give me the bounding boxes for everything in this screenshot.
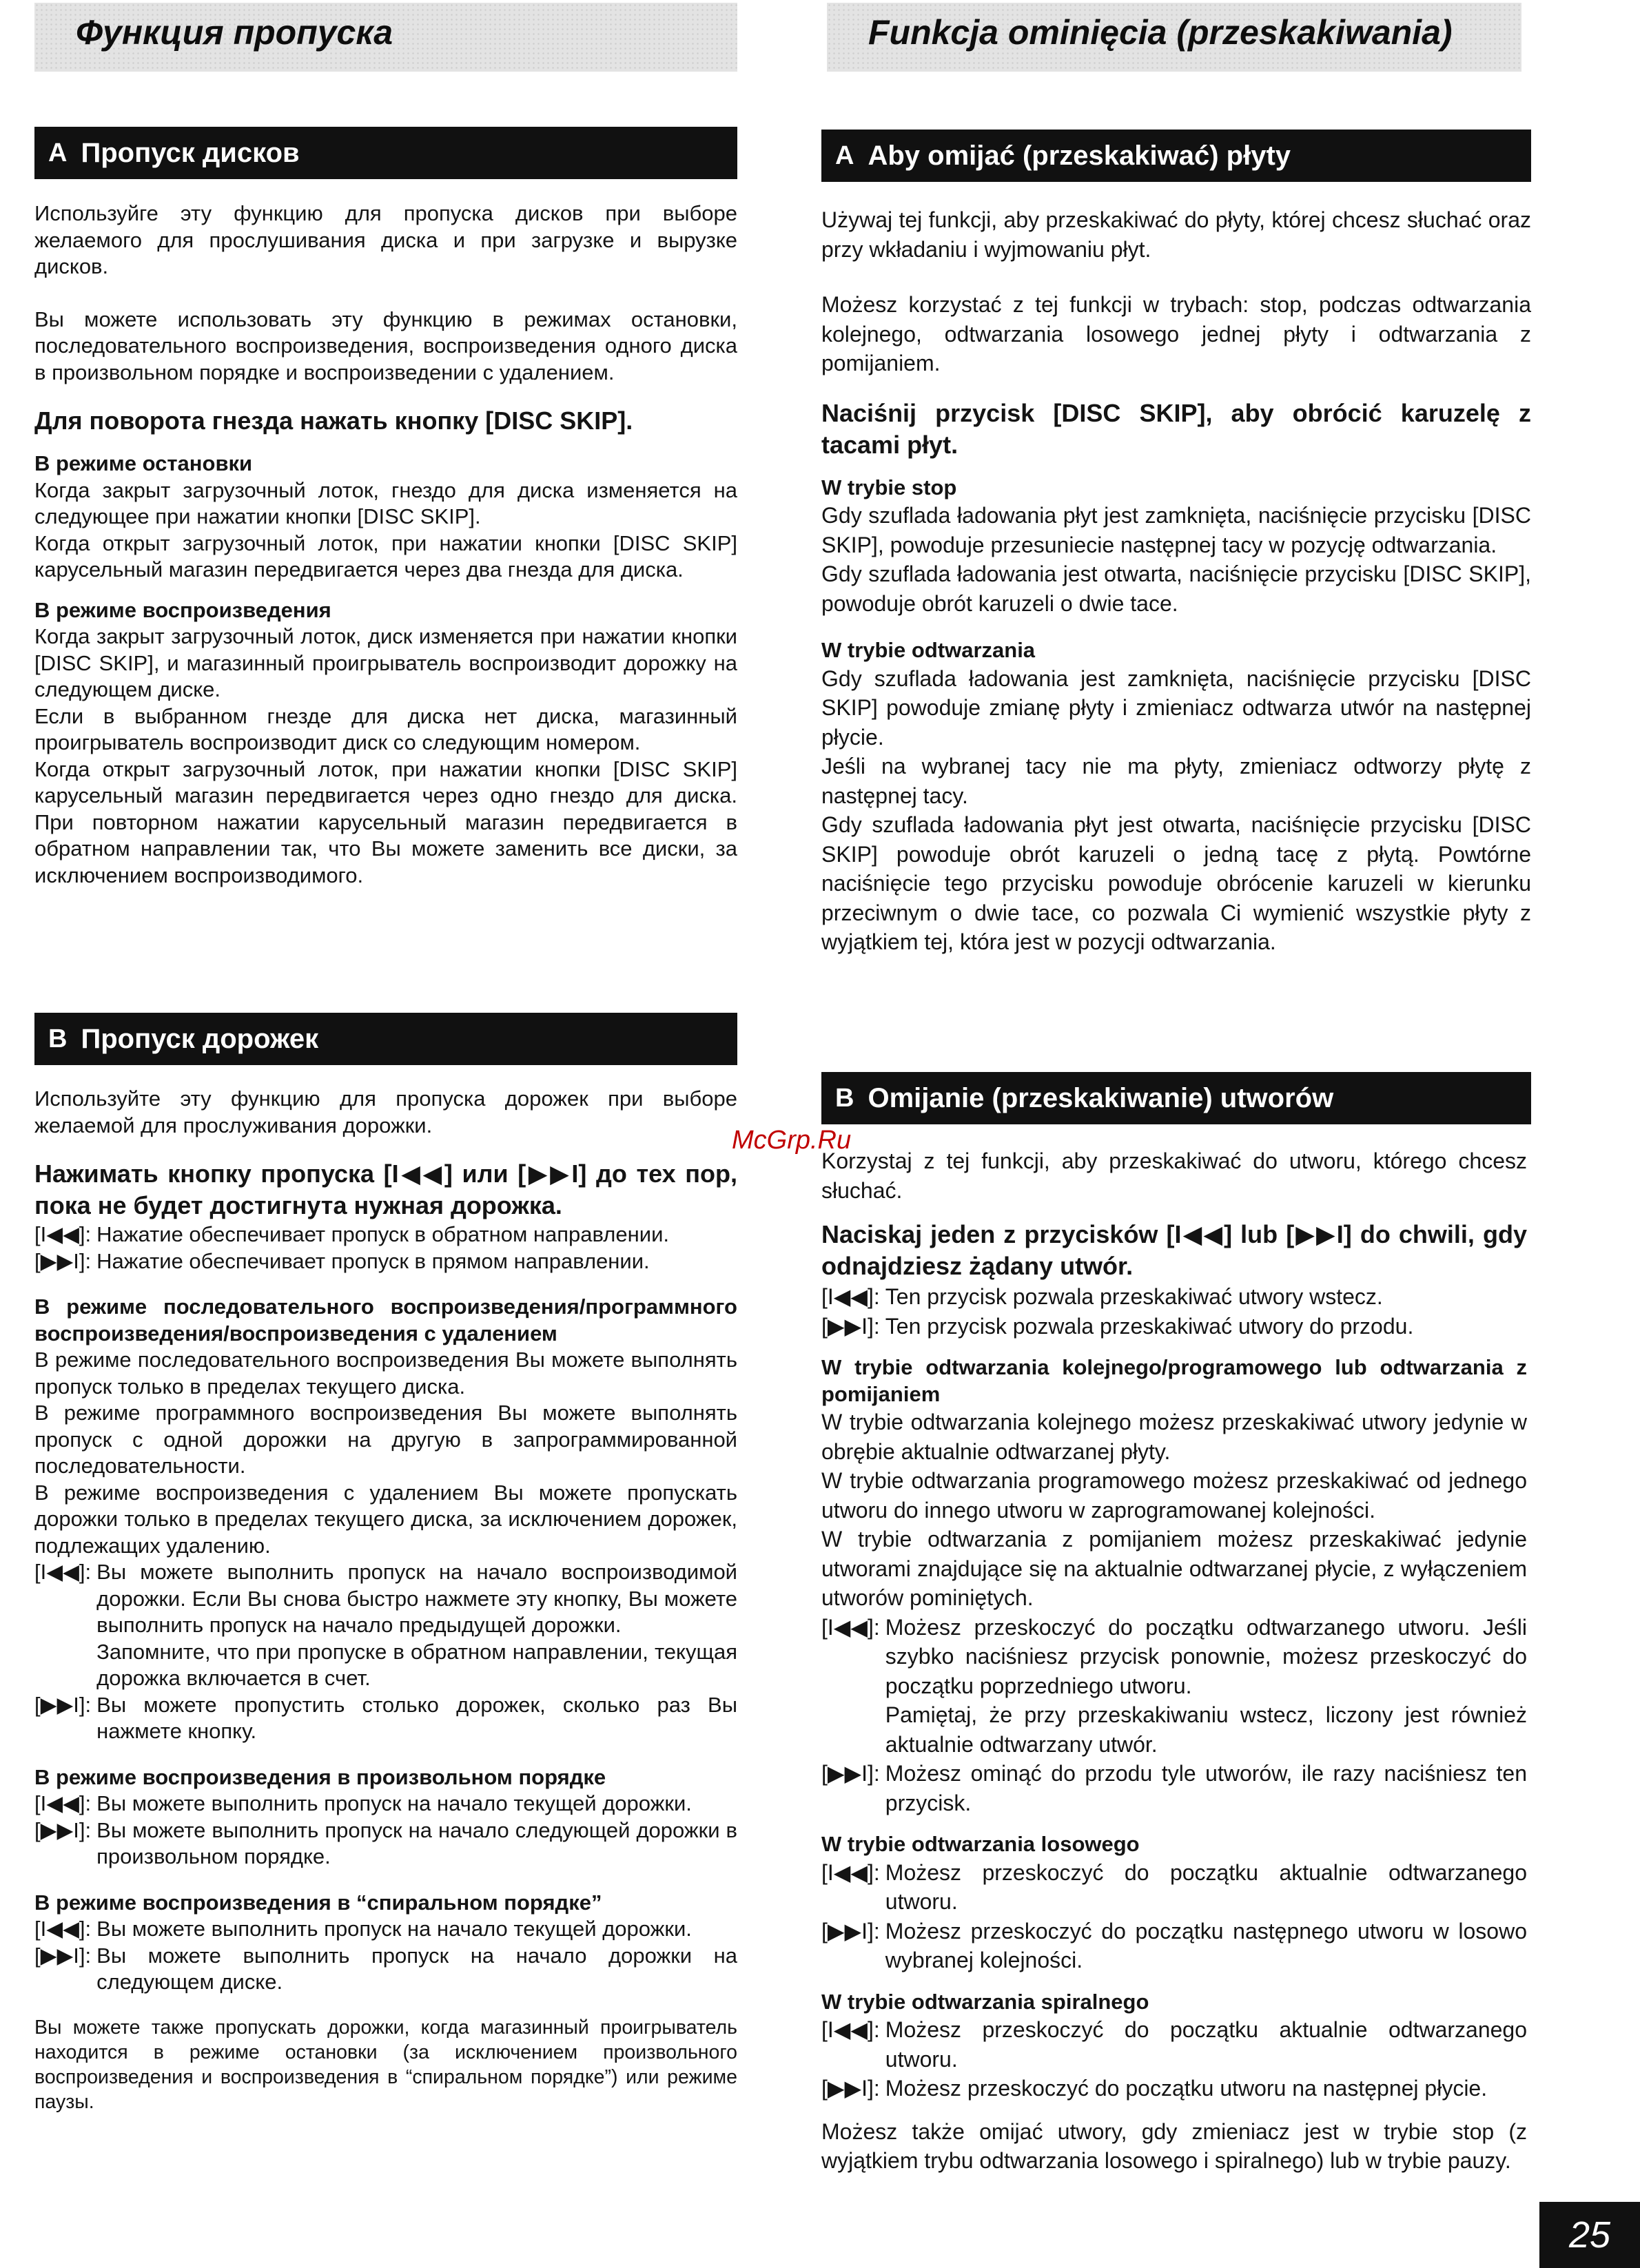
ru-section-a-heading [34, 127, 737, 179]
pl-b-seq-next: [▶▶I]: Możesz ominąć do przodu tyle utworów, ile razy naciśniesz ten przycisk. [821, 1759, 1527, 1817]
ru-b-seq-text3: В режиме воспроизведения с удалением Вы можете пропускать дорожки только в пределах текущего диска, за исключением дорожек, подлежащих удалению. [34, 1480, 737, 1558]
ru-section-b-title: Пропуск дорожек [81, 1023, 319, 1054]
ru-a-play-text1: Когда закрыт загрузочный лоток, диск изменяется при нажатии кнопки [DISC SKIP], и магазинный проигрыватель воспроизводит дорожку на следующем диске. [34, 624, 737, 701]
ru-b-rnd-prev: [I◀◀]: Вы можете выполнить пропуск на начало текущей дорожки. [34, 1791, 737, 1817]
pl-b-intro: Korzystaj z tej funkcji, aby przeskakiwać do utworu, którego chcesz słuchać. [821, 1148, 1527, 1203]
skip-back-icon: [I◀◀]: [34, 1222, 92, 1246]
ru-b-seq-text1: В режиме последовательного воспроизведения Вы можете выполнять пропуск только в пределах текущего диска. [34, 1348, 737, 1399]
skip-forward-icon: [▶▶I]: [34, 1943, 92, 1968]
skip-back-icon: [I◀◀]: [34, 1560, 92, 1584]
pl-b-lead: Naciskaj jeden z przycisków [I◀◀] lub [▶▶I] do chwili, gdy odnajdziesz żądany utwór. [821, 1220, 1527, 1280]
pl-b-seq-title: W trybie odtwarzania kolejnego/programowego lub odtwarzania z pomijaniem [821, 1355, 1527, 1406]
page-number: 25 [1539, 2202, 1640, 2268]
ru-a-stop-title: В режиме остановки [34, 451, 253, 475]
pl-a-modes: Możesz korzystać z tej funkcji w trybach: stop, podczas odtwarzania kolejnego, odtwarzania losowego jednej płyty i odtwarzania z pomijaniem. [821, 292, 1531, 375]
pl-b-rnd-next: [▶▶I]: Możesz przeskoczyć do początku następnego utworu w losowo wybranej kolejności. [821, 1917, 1527, 1975]
pl-section-b-heading [821, 1072, 1531, 1124]
pl-title-bar [827, 3, 1521, 72]
ru-title-bar [34, 3, 737, 72]
pl-a-stop-text2: Gdy szuflada ładowania jest otwarta, naciśnięcie przycisku [DISC SKIP], powoduje obrót karuzeli o dwie tace. [821, 561, 1531, 616]
ru-b-seq-text2: В режиме программного воспроизведения Вы можете выполнять пропуск с одной дорожки на другую в запрограммированной последовательности. [34, 1401, 737, 1478]
ru-section-b-body [34, 1086, 737, 2114]
ru-page-title: Функция пропуска [76, 13, 393, 52]
skip-forward-icon: [▶▶I]: [34, 1248, 92, 1273]
ru-b-seq-next: [▶▶I]: Вы можете пропустить столько дорожек, сколько раз Вы нажмете кнопку. [34, 1692, 737, 1745]
skip-forward-icon: [▶▶I]: [34, 1817, 92, 1842]
skip-back-icon: [I◀◀]: [821, 1614, 880, 1640]
pl-b-lead-next: [▶▶I]: Ten przycisk pozwala przeskakiwać utwory do przodu. [821, 1312, 1527, 1341]
pl-b-note: Możesz także omijać utwory, gdy zmieniacz jest w trybie stop (z wyjątkiem trybu odtwarzania losowego i spiralnego) lub w trybie pauzy. [821, 2118, 1527, 2173]
pl-a-stop-title: W trybie stop [821, 475, 957, 499]
ru-a-stop-text2: Когда открыт загрузочный лоток, при нажатии кнопки [DISC SKIP] карусельный магазин передвигается через два гнезда для диска. [34, 530, 737, 581]
ru-b-rnd-next: [▶▶I]: Вы можете выполнить пропуск на начало следующей дорожки в произвольном порядке. [34, 1817, 737, 1870]
site-watermark: McGrp.Ru [732, 1126, 852, 1155]
ru-section-a-title: Пропуск дисков [81, 137, 300, 168]
pl-b-lead-prev: [I◀◀]: Ten przycisk pozwala przeskakiwać utwory wstecz. [821, 1282, 1527, 1312]
skip-forward-icon: [▶▶I]: [34, 1692, 92, 1717]
skip-back-icon: [I◀◀]: [821, 1859, 880, 1885]
pl-a-play-text2: Jeśli na wybranej tacy nie ma płyty, zmieniacz odtworzy płytę z następnej tacy. [821, 754, 1531, 808]
pl-a-play-text3: Gdy szuflada ładowania płyt jest otwarta, naciśnięcie przycisku [DISC SKIP] powoduje obrót karuzeli o jedną tacę z płytą. Powtórne naciśnięcie tego przycisku powoduje obrócenie karuzeli w kierunku przeciwnym o dwie tace, co pozwala Ci wymienić wszystkie płyty z wyjątkiem tej, która jest w pozycji odtwarzania. [821, 812, 1531, 954]
skip-forward-icon: [▶▶I]: [821, 1313, 880, 1339]
ru-section-a-letter: A [48, 138, 68, 167]
skip-back-icon: [I◀◀]: [821, 1284, 880, 1309]
ru-b-seq-prev: [I◀◀]: Вы можете выполнить пропуск на начало воспроизводимой дорожки. Если Вы снова быстро нажмете эту кнопку, Вы можете выполнить пропуск на начало предыдущей дорожки. Запомните, что при пропуске в обратном направлении, текущая дорожка включается в счет. [34, 1559, 737, 1692]
ru-b-note: Вы можете также пропускать дорожки, когда магазинный проигрыватель находится в режиме остановки (за исключением произвольного воспроизведения и воспроизведения в “спиральном порядке”) или режиме паузы. [34, 2016, 737, 2113]
ru-a-intro: Используйге эту функцию для пропуска дисков при выборе желаемого для прослушивания диска и при загрузке и вырузке дисков. [34, 201, 737, 278]
pl-b-seq-text3: W trybie odtwarzania z pomijaniem możesz przeskakiwać jedynie utworami znajdujące się na aktualnie odtwarzanej płycie, z wyłączeniem utworów pominiętych. [821, 1527, 1527, 1610]
ru-b-spi-next: [▶▶I]: Вы можете выполнить пропуск на начало дорожки на следующем диске. [34, 1943, 737, 1996]
pl-a-intro: Używaj tej funkcji, aby przeskakiwać do płyty, której chcesz słuchać oraz przy wkładaniu i wyjmowaniu płyt. [821, 207, 1531, 262]
pl-section-a-title: Aby omijać (przeskakiwać) płyty [868, 140, 1291, 171]
pl-b-spi-next: [▶▶I]: Możesz przeskoczyć do początku utworu na następnej płycie. [821, 2074, 1527, 2103]
pl-section-b-title: Omijanie (przeskakiwanie) utworów [868, 1082, 1334, 1113]
ru-b-lead-prev: [I◀◀]: Нажатие обеспечивает пропуск в обратном направлении. [34, 1221, 737, 1248]
ru-a-stop-text1: Когда закрыт загрузочный лоток, гнездо для диска изменяется на следующее при нажатии кнопки [DISC SKIP]. [34, 477, 737, 528]
pl-b-seq-text1: W trybie odtwarzania kolejnego możesz przeskakiwać utwory jedynie w obrębie aktualnie odtwarzanej płyty. [821, 1410, 1527, 1464]
pl-b-spi-prev: [I◀◀]: Możesz przeskoczyć do początku aktualnie odtwarzanego utworu. [821, 2015, 1527, 2074]
pl-section-a-body [821, 205, 1531, 957]
skip-forward-icon: [▶▶I]: [821, 2076, 880, 2101]
ru-a-play-text3: Когда открыт загрузочный лоток, при нажатии кнопки [DISC SKIP] карусельный магазин передвигается через одно гнездо для диска. При повторном нажатии карусельный магазин передвигается в обратном направлении так, что Вы можете заменить все диски, за исключением воспроизводимого. [34, 756, 737, 887]
pl-a-lead: Naciśnij przycisk [DISC SKIP], aby obrócić karuzelę z tacami płyt. [821, 398, 1531, 459]
pl-section-a-heading [821, 130, 1531, 182]
ru-section-b-heading [34, 1013, 737, 1065]
ru-section-b-letter: B [48, 1024, 68, 1053]
ru-a-play-text2: Если в выбранном гнезде для диска нет диска, магазинный проигрыватель воспроизводит диск со следующим номером. [34, 703, 737, 754]
ru-b-rnd-title: В режиме воспроизведения в произвольном порядке [34, 1764, 606, 1789]
pl-b-rnd-prev: [I◀◀]: Możesz przeskoczyć do początku aktualnie odtwarzanego utworu. [821, 1858, 1527, 1917]
pl-section-a-letter: A [835, 141, 854, 170]
pl-section-b-body [821, 1146, 1527, 2176]
ru-b-lead-next: [▶▶I]: Нажатие обеспечивает пропуск в прямом направлении. [34, 1248, 737, 1275]
ru-b-spi-title: В режиме воспроизведения в “спиральном порядке” [34, 1890, 602, 1915]
skip-back-icon: [I◀◀]: [34, 1791, 92, 1815]
ru-a-modes: Вы можете использовать эту функцию в режимах остановки, последовательного воспроизведения, воспроизведения одного диска в произвольном порядке и воспроизведении с удалением. [34, 307, 737, 384]
pl-b-spi-title: W trybie odtwarzania spiralnego [821, 1989, 1149, 2014]
pl-b-seq-text2: W trybie odtwarzania programowego możesz przeskakiwać od jednego utworu do innego utworu w zaprogramowanej kolejności. [821, 1468, 1527, 1523]
pl-a-play-title: W trybie odtwarzania [821, 638, 1036, 662]
pl-a-play-text1: Gdy szuflada ładowania jest zamknięta, naciśnięcie przycisku [DISC SKIP] powoduje zmianę płyty i zmieniacz odtwarza utwór na następnej płycie. [821, 666, 1531, 750]
pl-section-b-letter: B [835, 1083, 854, 1113]
pl-a-stop-text1: Gdy szuflada ładowania płyt jest zamknięta, naciśnięcie przycisku [DISC SKIP], powoduje przesuniecie następnej tacy w pozycję odtwarzania. [821, 503, 1531, 557]
ru-b-lead: Нажимать кнопку пропуска [I◀◀] или [▶▶I] до тех пор, пока не будет достигнута нужная дорожка. [34, 1159, 737, 1219]
skip-back-icon: [I◀◀]: [34, 1917, 92, 1941]
ru-b-spi-prev: [I◀◀]: Вы можете выполнить пропуск на начало текущей дорожки. [34, 1916, 737, 1943]
ru-b-intro: Используйте эту функцию для пропуска дорожек при выборе желаемой для прослуживания дорожки. [34, 1086, 737, 1137]
skip-back-icon: [I◀◀]: [821, 2017, 880, 2042]
ru-a-lead: Для поворота гнезда нажать кнопку [DISC SKIP]. [34, 406, 633, 435]
pl-page-title: Funkcja ominięcia (przeskakiwania) [868, 13, 1453, 52]
ru-b-seq-title: В режиме последовательного воспроизведения/программного воспроизведения/воспроизведения с удалением [34, 1295, 737, 1346]
ru-a-play-title: В режиме воспроизведения [34, 597, 331, 622]
pl-b-seq-prev: [I◀◀]: Możesz przeskoczyć do początku odtwarzanego utworu. Jeśli szybko naciśniesz przycisk ponownie, możesz przeskoczyć do początku poprzedniego utworu. Pamiętaj, że przy przeskakiwaniu wstecz, liczony jest również aktualnie odtwarzany utwór. [821, 1613, 1527, 1760]
pl-b-rnd-title: W trybie odtwarzania losowego [821, 1832, 1140, 1856]
skip-forward-icon: [▶▶I]: [821, 1918, 880, 1944]
ru-section-a-body [34, 200, 737, 889]
skip-forward-icon: [▶▶I]: [821, 1761, 880, 1786]
